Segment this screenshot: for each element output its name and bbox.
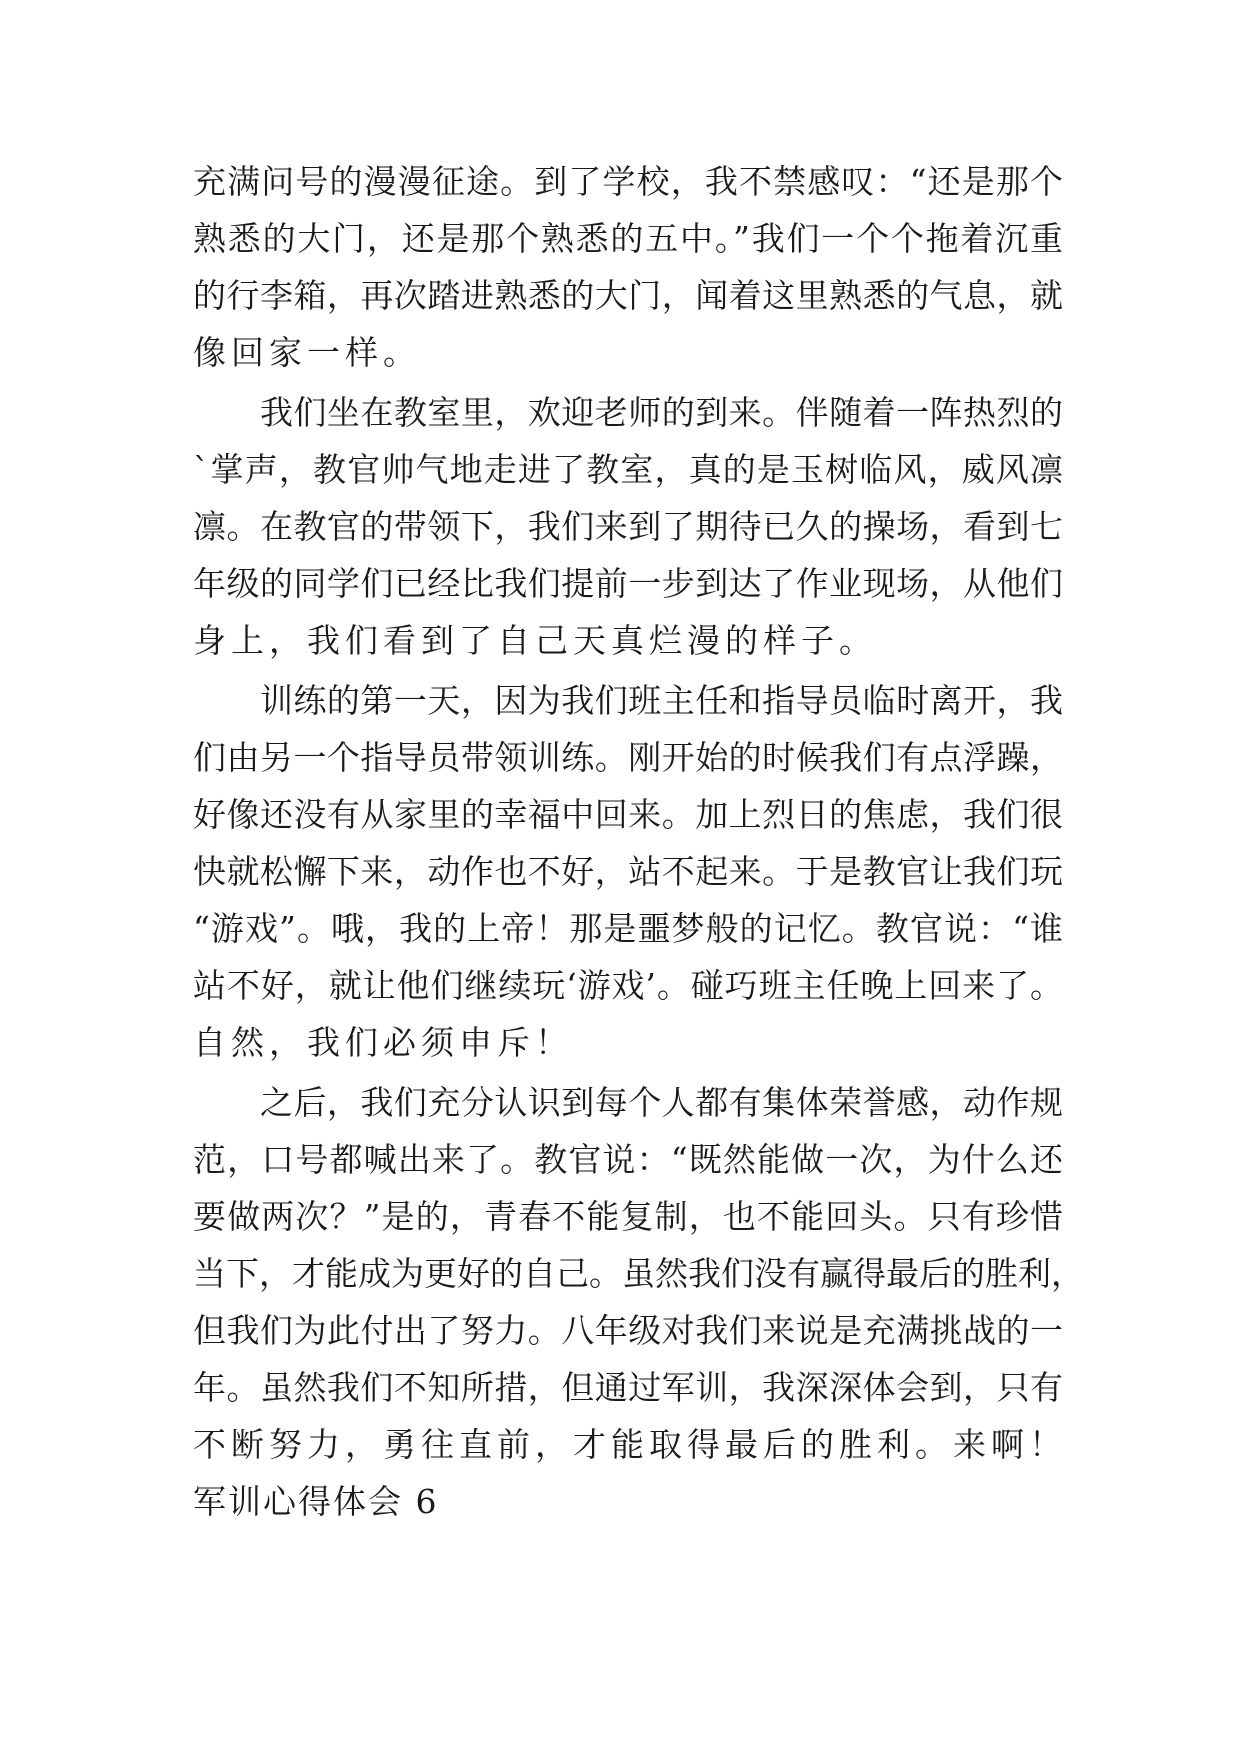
text-line: 之后，我们充分认识到每个人都有集体荣誉感，动作规 [193, 1083, 1063, 1122]
text-line: 充满问号的漫漫征途。到了学校，我不禁感叹：“还是那个 [193, 162, 1063, 201]
text-line: 年。虽然我们不知所措，但通过军训，我深深体会到，只有 [193, 1368, 1063, 1407]
text-line: 要做两次？”是的，青春不能复制，也不能回头。只有珍惜 [193, 1197, 1063, 1236]
text-line: `掌声，教官帅气地走进了教室，真的是玉树临风，威风凛 [193, 450, 1063, 489]
text-line: 我们坐在教室里，欢迎老师的到来。伴随着一阵热烈的 [193, 393, 1063, 432]
text-line: 的行李箱，再次踏进熟悉的大门，闻着这里熟悉的气息，就 [193, 276, 1063, 315]
text-line: 像回家一样。 [193, 333, 421, 372]
text-line: 身上，我们看到了自己天真烂漫的样子。 [193, 621, 877, 660]
text-line: 熟悉的大门，还是那个熟悉的五中。”我们一个个拖着沉重 [193, 219, 1063, 258]
text-line: 自然，我们必须申斥！ [193, 1023, 573, 1062]
text-line: 们由另一个指导员带领训练。刚开始的时候我们有点浮躁， [193, 738, 1063, 777]
text-line: 站不好，就让他们继续玩‘游戏’。碰巧班主任晚上回来了。 [193, 966, 1063, 1005]
text-line: 凛。在教官的带领下，我们来到了期待已久的操场，看到七 [193, 507, 1063, 546]
text-line: 当下，才能成为更好的自己。虽然我们没有赢得最后的胜利， [193, 1254, 1084, 1293]
text-line: “游戏”。哦，我的上帝！那是噩梦般的记忆。教官说：“谁 [193, 909, 1063, 948]
text-line: 年级的同学们已经比我们提前一步到达了作业现场，从他们 [193, 564, 1063, 603]
text-line: 训练的第一天，因为我们班主任和指导员临时离开，我 [193, 681, 1063, 720]
text-line: 但我们为此付出了努力。八年级对我们来说是充满挑战的一 [193, 1311, 1063, 1350]
text-line: 快就松懈下来，动作也不好，站不起来。于是教官让我们玩 [193, 852, 1063, 891]
text-line: 不断努力，勇往直前，才能取得最后的胜利。来啊！ [193, 1425, 1067, 1464]
text-line: 范，口号都喊出来了。教官说：“既然能做一次，为什么还 [193, 1140, 1063, 1179]
text-line: 好像还没有从家里的幸福中回来。加上烈日的焦虑，我们很 [193, 795, 1063, 834]
section-heading: 军训心得体会 6 [193, 1482, 439, 1521]
